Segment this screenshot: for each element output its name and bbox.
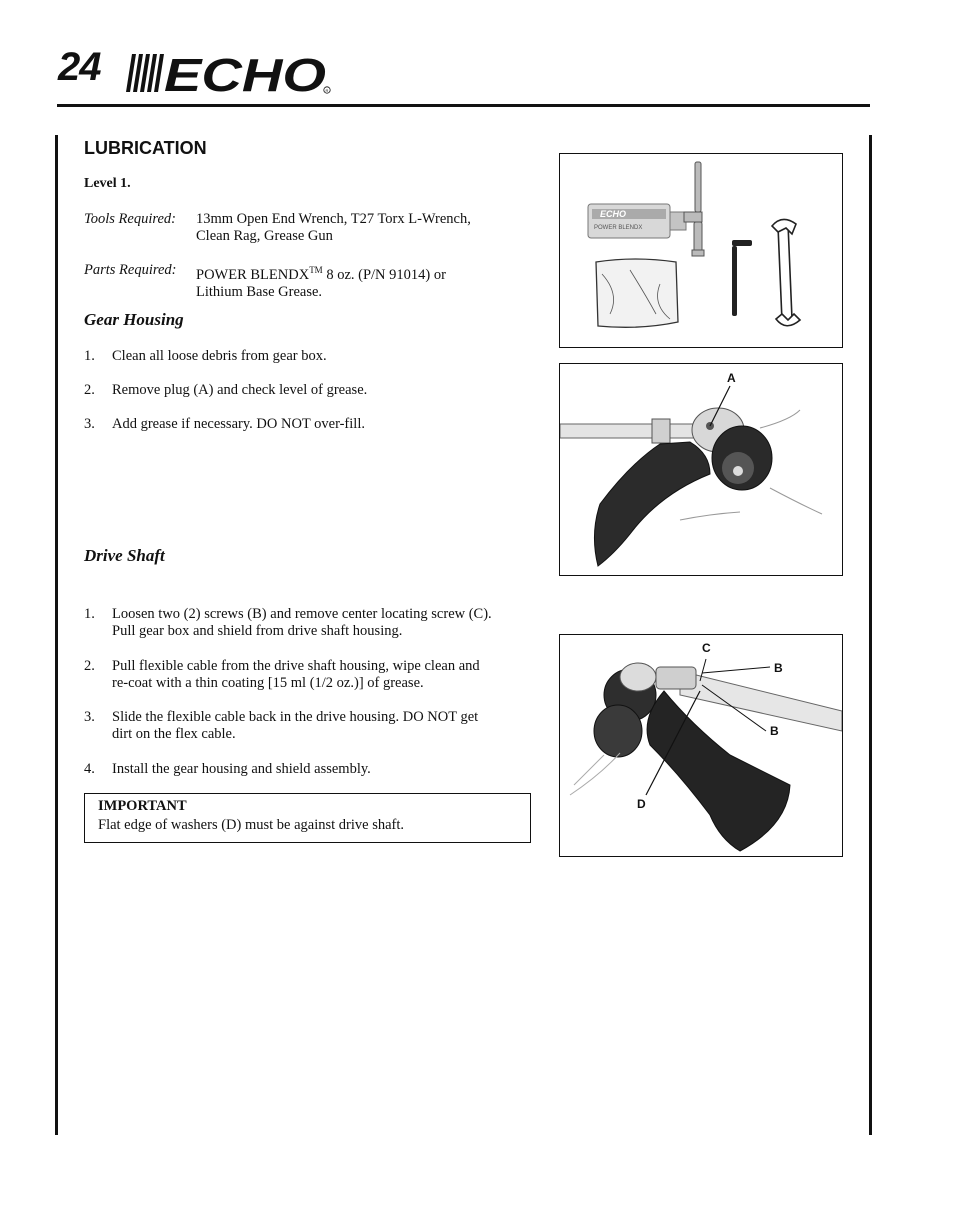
section-title: LUBRICATION	[84, 138, 207, 158]
gear-housing-title: Gear Housing	[84, 310, 184, 329]
step-number: 2.	[84, 658, 95, 674]
tools-line-1: 13mm Open End Wrench, T27 Torx L-Wrench,	[196, 211, 471, 227]
tools-required-value	[196, 211, 516, 245]
important-heading: IMPORTANT	[98, 798, 187, 814]
step-number: 3.	[84, 416, 95, 432]
gear-housing-illustration	[560, 364, 842, 575]
parts-line-1	[196, 262, 516, 284]
step-line-1: Pull flexible cable from the drive shaft housing, wipe clean and	[112, 658, 480, 674]
step-line-1: Loosen two (2) screws (B) and remove center locating screw (C).	[112, 606, 492, 622]
drive-shaft-illustration	[560, 635, 842, 856]
step-text: Install the gear housing and shield assembly.	[112, 761, 371, 777]
step-line-2: Pull gear box and shield from drive shaft housing.	[112, 623, 403, 639]
label-a: A	[727, 371, 736, 385]
label-d: D	[637, 797, 646, 811]
parts-line-2: Lithium Base Grease.	[196, 283, 323, 300]
step-number: 2.	[84, 382, 95, 398]
step-text	[112, 606, 532, 640]
parts-spec: 8 oz. (P/N 91014) or	[322, 266, 446, 283]
torx-l-wrench-icon	[732, 240, 752, 316]
step-line-1: Slide the flexible cable back in the drive housing. DO NOT get	[112, 709, 479, 725]
step-text: Remove plug (A) and check level of grease.	[112, 382, 368, 398]
grease-tube-icon	[588, 204, 686, 238]
echo-logo	[124, 50, 336, 96]
label-b-upper: B	[774, 661, 783, 675]
step-number: 3.	[84, 709, 95, 725]
step-line-2: re-coat with a thin coating [15 ml (1/2 oz.)] of grease.	[112, 675, 424, 691]
rag-icon	[596, 259, 678, 327]
step-text: Clean all loose debris from gear box.	[112, 348, 327, 364]
label-c: C	[702, 641, 711, 655]
step-number: 1.	[84, 606, 95, 622]
drive-shaft-title: Drive Shaft	[84, 546, 165, 565]
page-number: 24	[58, 45, 101, 89]
right-margin-rule	[869, 135, 872, 1135]
left-margin-rule	[55, 135, 58, 1135]
important-text: Flat edge of washers (D) must be against drive shaft.	[98, 817, 405, 833]
tools-required-label: Tools Required:	[84, 211, 176, 227]
parts-required-label: Parts Required:	[84, 262, 177, 278]
grease-gun-icon	[684, 162, 704, 256]
tools-illustration	[560, 154, 842, 347]
step-number: 1.	[84, 348, 95, 364]
step-text: Add grease if necessary. DO NOT over-fill.	[112, 416, 365, 432]
open-end-wrench-icon	[772, 219, 800, 325]
step-text	[112, 658, 532, 692]
level-label: Level 1.	[84, 176, 131, 191]
important-note	[84, 793, 531, 843]
tube-product: POWER BLENDX	[594, 225, 643, 231]
header-rule	[57, 104, 870, 107]
step-text	[112, 709, 532, 743]
tools-figure	[559, 153, 843, 348]
tools-line-2: Clean Rag, Grease Gun	[196, 228, 333, 244]
step-line-2: dirt on the flex cable.	[112, 726, 236, 742]
logo-text: ECHO	[164, 50, 327, 96]
step-number: 4.	[84, 761, 95, 777]
svg-text:R: R	[325, 88, 329, 93]
parts-product: POWER BLENDX	[196, 266, 310, 283]
gear-housing-figure	[559, 363, 843, 576]
parts-required-value	[196, 262, 516, 301]
drive-shaft-figure	[559, 634, 843, 857]
label-b-lower: B	[770, 724, 779, 738]
trademark: TM	[309, 265, 323, 275]
tube-brand: ECHO	[600, 209, 627, 219]
